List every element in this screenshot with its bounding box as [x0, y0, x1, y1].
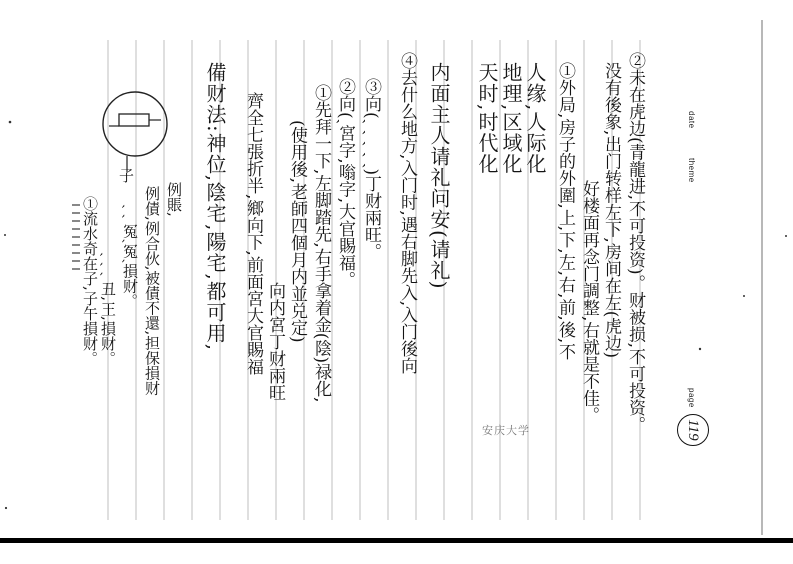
- text-column: ②向(ˎ宮字,嗡字,大官賜福。: [335, 78, 355, 289]
- page-number: 119: [677, 414, 709, 446]
- diagram-label: 子: [117, 168, 135, 183]
- text-column: ①先拜一下,左脚踏先,右手拿着金(陰)禄化,: [311, 84, 331, 403]
- scan-edge: [0, 538, 793, 543]
- text-column: ④去什么地方,入门时,遇右脚先入,入门後向: [397, 52, 417, 375]
- text-column: 例債,例合伙,被債不還,担保損财: [143, 186, 161, 396]
- text-column: (使用後,老師四個月内並兑定): [287, 120, 307, 343]
- text-column: 齊全七張折半,鄉向下,前面宮大官賜福: [243, 92, 263, 375]
- date-label: date: [687, 111, 696, 129]
- text-column: 好楼面再念门調整,右就是不佳。: [579, 180, 599, 424]
- text-column: ①流水奇在子,子午損财。: [81, 196, 99, 366]
- text-column: 天时,时代化: [475, 62, 499, 175]
- text-column: 備财法:神位,陰宅,陽宅,都可用,: [203, 62, 227, 352]
- university-stamp: 安庆大学: [482, 425, 530, 437]
- page-label: page: [687, 388, 696, 408]
- text-column: 内面主人请礼问安(请礼): [427, 62, 451, 290]
- text-column: 例賬,: [165, 182, 183, 217]
- theme-label: theme: [687, 158, 696, 183]
- compass-diagram: [95, 82, 175, 182]
- text-column: ③向(ˎ ˎ ˎ ˎ ˎ)丁财兩旺。: [361, 78, 381, 261]
- text-column: ˎ ˎ ˎ 丑,王,損财。: [99, 252, 117, 366]
- text-column: 没有後象,出门转样左下,房间在左(虎边): [601, 62, 621, 359]
- text-column: ①外局,房子的外圍,上,下,左,右,前,後,不: [555, 62, 575, 361]
- text-column: ②未在虎边(青龍进,不可投资)。财被损,不可投资。: [625, 52, 645, 434]
- text-column: 人缘,人际化: [523, 62, 547, 175]
- text-column: 地理,区域化: [499, 62, 523, 175]
- text-column: ˎ ˎ 冤ˎ冤ˎ損财。: [121, 204, 139, 309]
- text-column: 向内宮丁财兩旺: [265, 282, 285, 401]
